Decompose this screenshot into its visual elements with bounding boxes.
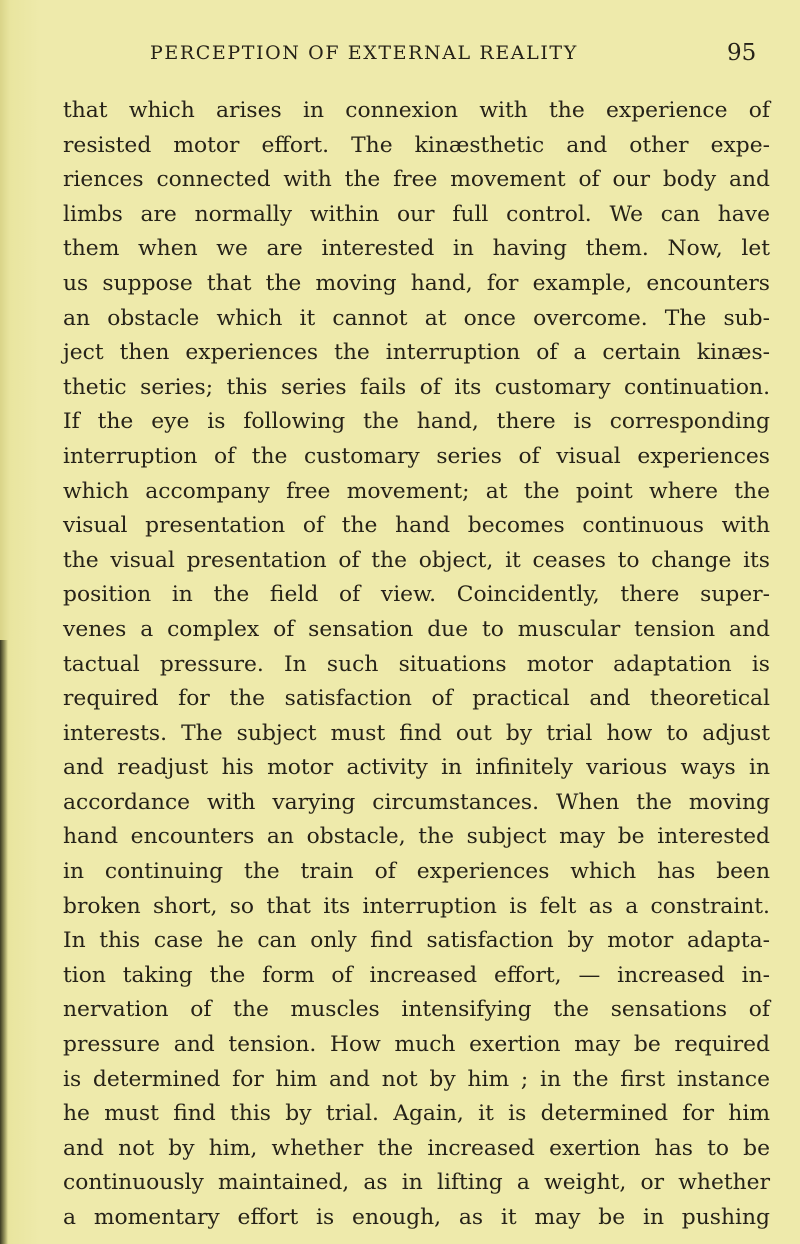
text-line: hand encounters an obstacle, the subject may be interested [63, 824, 770, 850]
text-line: visual presentation of the hand becomes continuous with [63, 513, 770, 539]
text-line: the visual presentation of the object, it ceases to change its [63, 547, 770, 573]
text-line: In this case he can only find satisfaction by motor adapta- [63, 928, 770, 954]
text-line: is determined for him and not by him ; in the first instance [63, 1066, 770, 1092]
text-line: venes a complex of sensation due to muscular tension and [63, 616, 770, 642]
text-line: in continuing the train of experiences which has been [63, 859, 770, 885]
text-line: them when we are interested in having them. Now, let [63, 236, 770, 262]
text-line: an obstacle which it cannot at once overcome. The sub- [63, 305, 770, 331]
body-text [63, 94, 770, 1236]
text-line: us suppose that the moving hand, for example, encounters [63, 270, 770, 296]
text-line: accordance with varying circumstances. When the moving [63, 789, 770, 815]
text-line: and not by him, whether the increased exertion has to be [63, 1135, 770, 1161]
running-title: PERCEPTION OF EXTERNAL REALITY [150, 42, 578, 64]
text-line: required for the satisfaction of practical and theoretical [63, 686, 770, 712]
text-line: position in the field of view. Coincidently, there super- [63, 582, 770, 608]
text-line: limbs are normally within our full control. We can have [63, 201, 770, 227]
text-line: riences connected with the free movement of our body and [63, 167, 770, 193]
text-line: continuously maintained, as in lifting a weight, or whether [63, 1170, 770, 1196]
text-line: and readjust his motor activity in infinitely various ways in [63, 755, 770, 781]
text-line: tactual pressure. In such situations motor adaptation is [63, 651, 770, 677]
text-line: pressure and tension. How much exertion may be required [63, 1032, 770, 1058]
text-line: ject then experiences the interruption of a certain kinæs- [63, 340, 770, 366]
text-line: If the eye is following the hand, there is corresponding [63, 409, 770, 435]
text-line: he must find this by trial. Again, it is determined for him [63, 1101, 770, 1127]
text-line: which accompany free movement; at the point where the [63, 478, 770, 504]
text-line: nervation of the muscles intensifying the sensations of [63, 997, 770, 1023]
text-line: tion taking the form of increased effort, — increased in- [63, 962, 770, 988]
text-line: a momentary effort is enough, as it may be in pushing [63, 1205, 770, 1230]
text-line: thetic series; this series fails of its customary continuation. [63, 374, 770, 400]
text-line: that which arises in connexion with the experience of [63, 98, 770, 123]
text-line: broken short, so that its interruption is felt as a constraint. [63, 893, 770, 919]
binding-shadow [0, 640, 8, 1244]
text-line: interests. The subject must find out by trial how to adjust [63, 720, 770, 746]
page-number: 95 [727, 40, 757, 66]
text-line: resisted motor effort. The kinæsthetic and other expe- [63, 132, 770, 158]
text-line: interruption of the customary series of visual experiences [63, 443, 770, 469]
